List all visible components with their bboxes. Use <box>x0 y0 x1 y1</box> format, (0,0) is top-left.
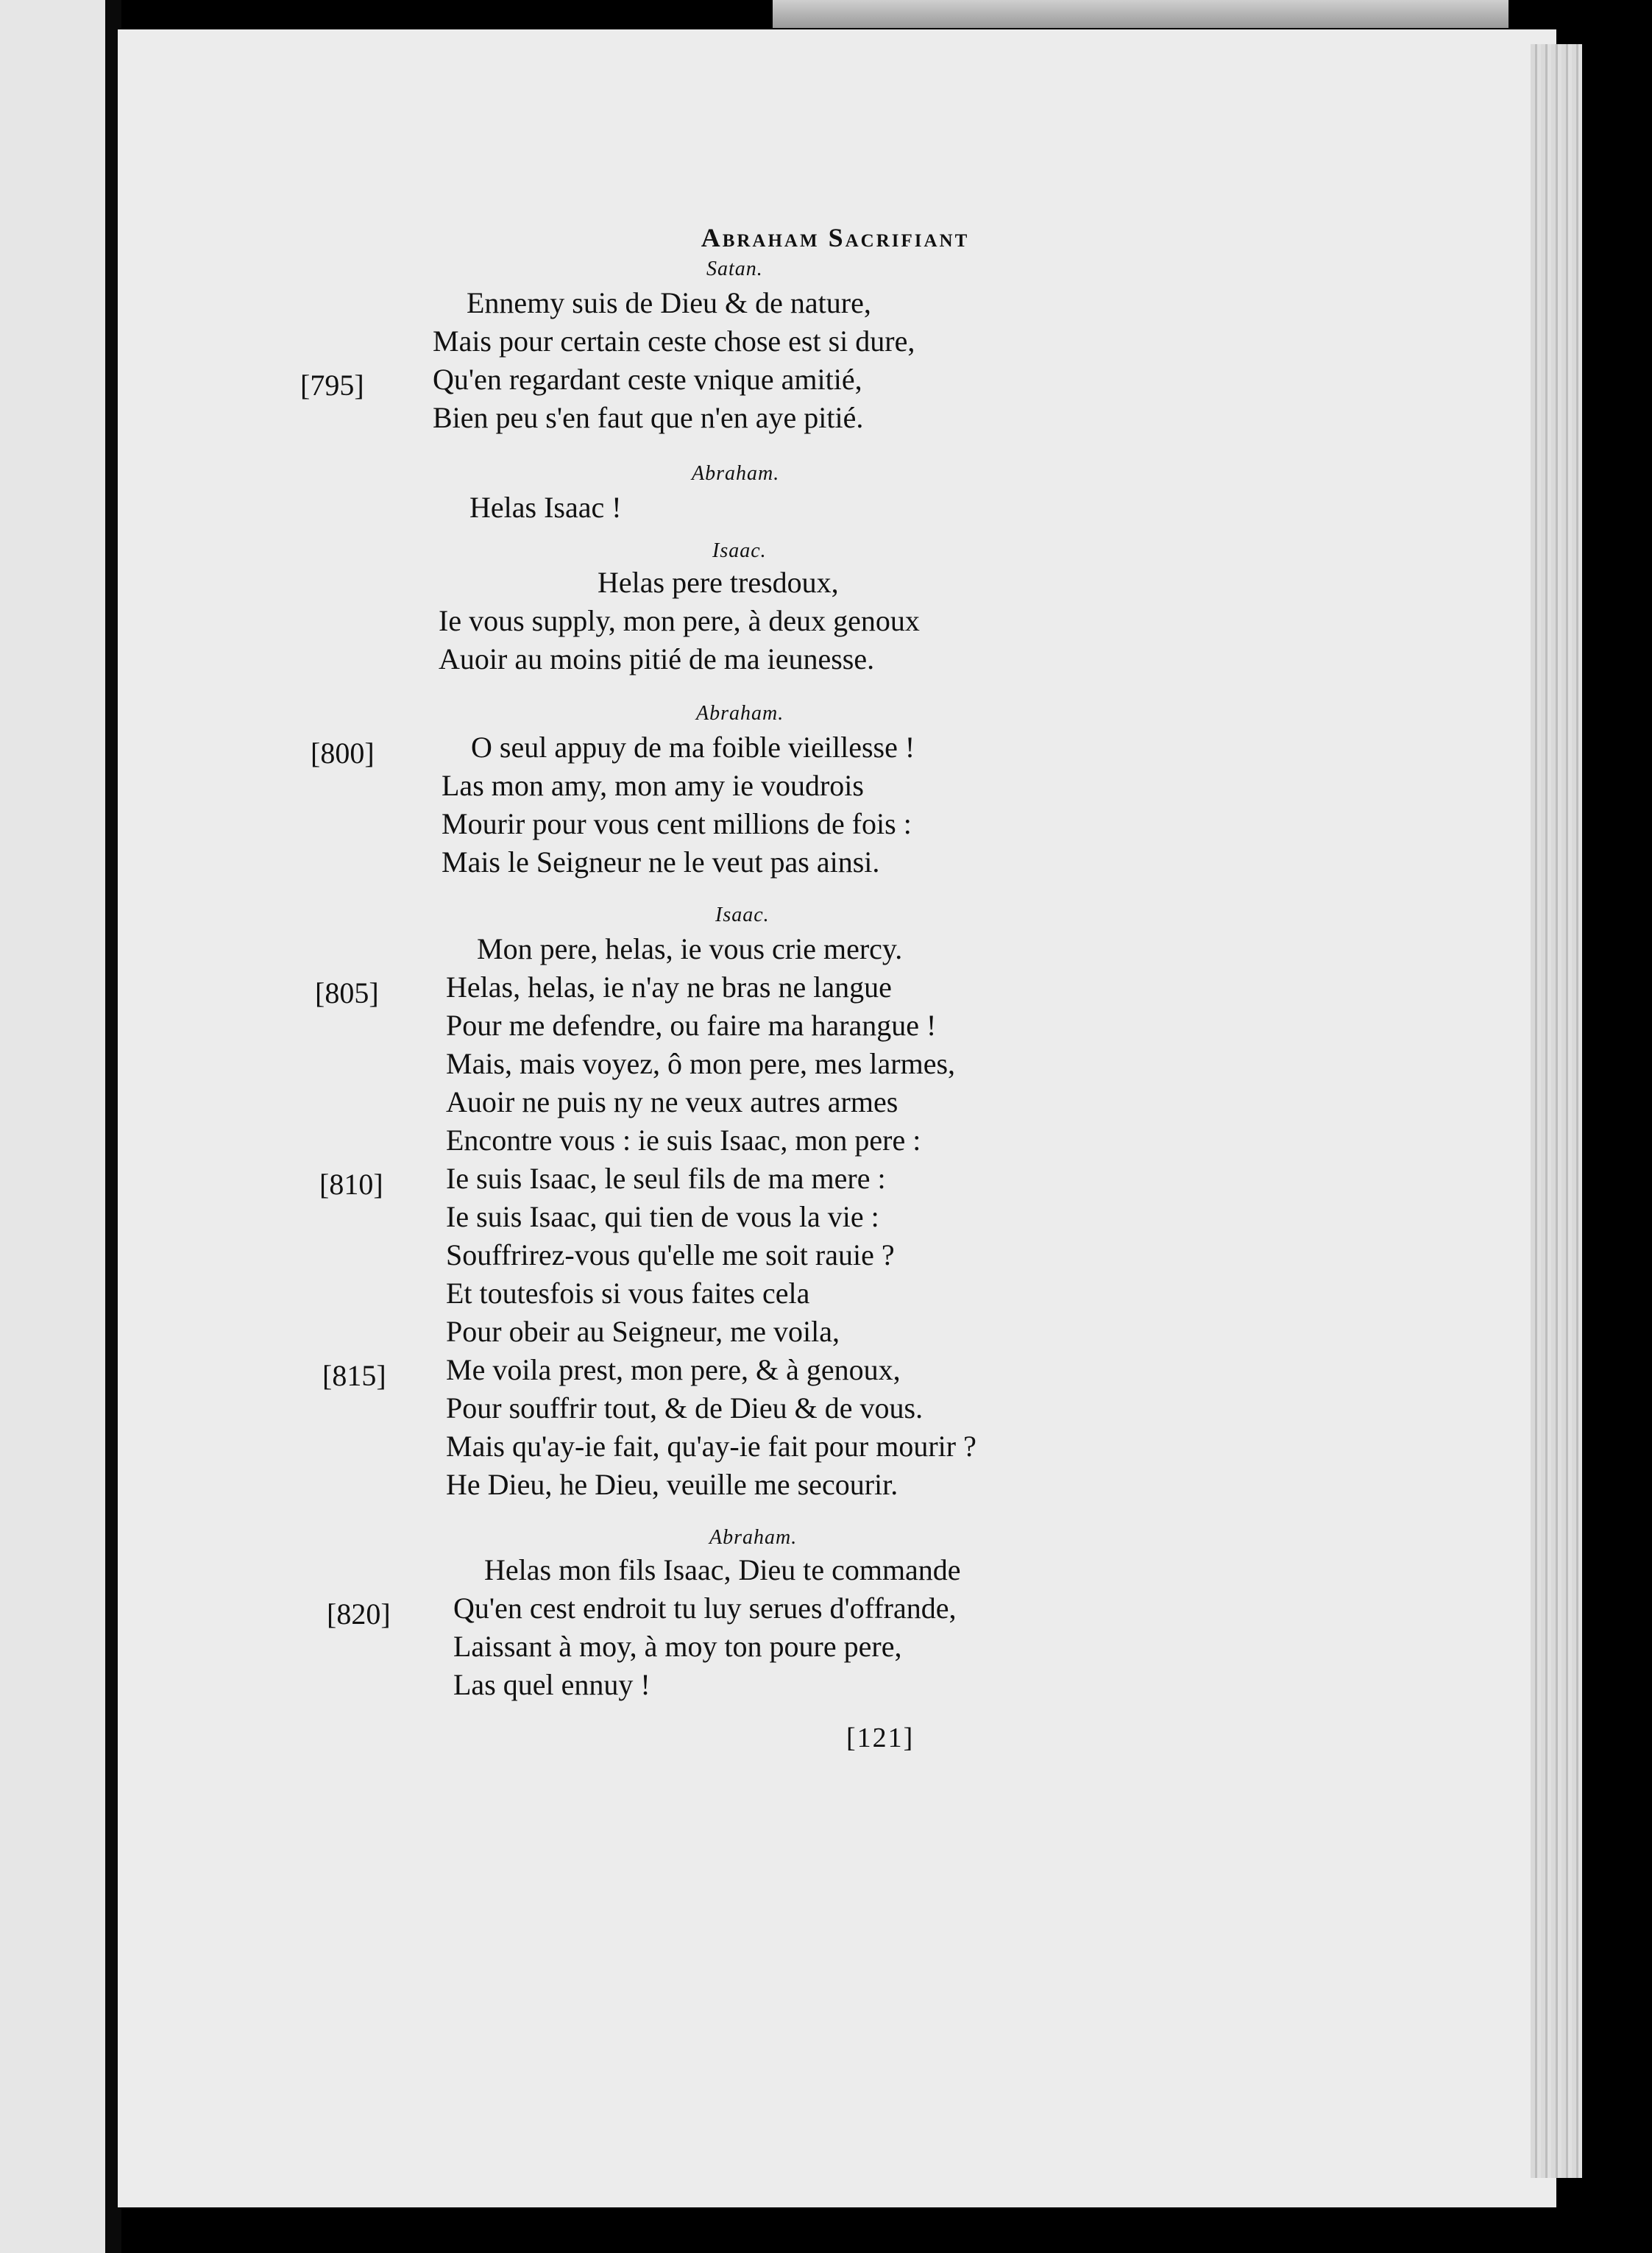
speaker-label: Isaac. <box>715 904 770 926</box>
verse-line: Ennemy suis de Dieu & de nature, <box>467 286 871 319</box>
verse-line: O seul appuy de ma foible vieillesse ! <box>471 731 915 764</box>
verse-line: Las quel ennuy ! <box>453 1668 650 1701</box>
running-title: Abraham Sacrifiant <box>701 223 970 252</box>
verse-line: Pour obeir au Seigneur, me voila, <box>446 1315 840 1348</box>
page-stack-edge <box>1531 44 1582 2178</box>
verse-line: Auoir au moins pitié de ma ieunesse. <box>439 642 875 675</box>
verse-line: Pour me defendre, ou faire ma harangue ! <box>446 1009 937 1042</box>
verse-line: Pour souffrir tout, & de Dieu & de vous. <box>446 1391 924 1424</box>
verse-line: Mais pour certain ceste chose est si dure, <box>433 324 915 358</box>
verse-line: Auoir ne puis ny ne veux autres armes <box>446 1085 898 1118</box>
line-number: [805] <box>315 976 379 1010</box>
speaker-label: Abraham. <box>709 1526 798 1549</box>
verse-line: Helas, helas, ie n'ay ne bras ne langue <box>446 971 892 1004</box>
speaker-label: Isaac. <box>712 539 767 562</box>
verse-line: Encontre vous : ie suis Isaac, mon pere : <box>446 1124 921 1157</box>
verse-line: Ie vous supply, mon pere, à deux genoux <box>439 604 920 637</box>
line-number: [815] <box>322 1359 386 1392</box>
verse-line: Qu'en regardant ceste vnique amitié, <box>433 363 862 396</box>
line-number: [800] <box>311 737 375 770</box>
verse-line: Mais le Seigneur ne le veut pas ainsi. <box>442 845 880 879</box>
verse-line: Mais, mais voyez, ô mon pere, mes larmes, <box>446 1047 956 1080</box>
previous-page-edge <box>0 0 110 2253</box>
book-page <box>118 29 1556 2207</box>
verse-line: Souffrirez-vous qu'elle me soit rauie ? <box>446 1238 895 1271</box>
verse-line: Las mon amy, mon amy ie voudrois <box>442 769 864 802</box>
verse-line: Me voila prest, mon pere, & à genoux, <box>446 1353 901 1386</box>
speaker-label: Satan. <box>706 258 763 280</box>
verse-line: Ie suis Isaac, qui tien de vous la vie : <box>446 1200 879 1233</box>
verse-line: He Dieu, he Dieu, veuille me secourir. <box>446 1468 898 1501</box>
speaker-label: Abraham. <box>696 702 784 725</box>
verse-line: Et toutesfois si vous faites cela <box>446 1277 810 1310</box>
verse-line: Mourir pour vous cent millions de fois : <box>442 807 912 840</box>
verse-line: Helas mon fils Isaac, Dieu te commande <box>484 1553 961 1586</box>
line-number: [810] <box>319 1168 383 1201</box>
verse-line: Bien peu s'en faut que n'en aye pitié. <box>433 401 864 434</box>
verse-line: Qu'en cest endroit tu luy serues d'offrande, <box>453 1592 957 1625</box>
verse-line: Helas pere tresdoux, <box>598 566 839 599</box>
verse-line: Mais qu'ay-ie fait, qu'ay-ie fait pour mourir ? <box>446 1430 976 1463</box>
verse-line: Mon pere, helas, ie vous crie mercy. <box>477 932 903 965</box>
line-number: [795] <box>300 369 364 402</box>
line-number: [820] <box>327 1597 391 1631</box>
verse-line: Ie suis Isaac, le seul fils de ma mere : <box>446 1162 886 1195</box>
speaker-label: Abraham. <box>692 462 780 485</box>
page-top-shadow <box>773 0 1509 28</box>
page-number: [121] <box>846 1722 915 1753</box>
verse-line: Helas Isaac ! <box>469 491 622 524</box>
verse-line: Laissant à moy, à moy ton poure pere, <box>453 1630 902 1663</box>
